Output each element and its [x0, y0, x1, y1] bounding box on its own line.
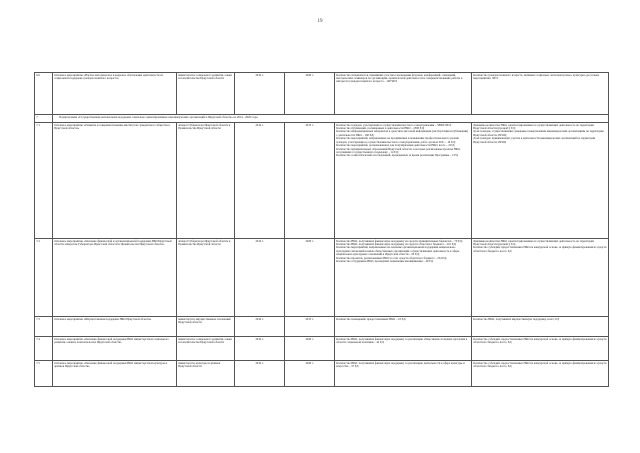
indicator-cell-line: Количество НКО, получивших финансовую поддержку за реализацию общественно полезных программ в области социальной политики – 42 ЕД [336, 336, 468, 345]
indicator-cell-line: Количество помещений, предоставленных НКО – 10 ЕД [336, 316, 406, 321]
executor-cell: министерство культуры и архивов Иркутской области [177, 361, 235, 387]
start-year-cell: 2014 г. [235, 361, 285, 387]
start-year-cell: 2014 г. [235, 123, 285, 239]
activity-cell: Основное мероприятие «Оказание финансовой поддержки НКО министерством социального развития, опеки и попечительства Иркутской области» [53, 337, 177, 361]
indicator-cell-line: Количество НКО, получивших финансовую поддержку из средств муниципальных бюджетов – 70 ЕД; [336, 238, 463, 243]
table-row [35, 317, 609, 337]
program-table [34, 72, 609, 387]
start-year-cell: 2014 г. [235, 73, 285, 115]
end-year-cell: 2020 г. [285, 73, 335, 115]
executor-cell: аппарат Губернатора Иркутской области и Правительства Иркутской области [177, 123, 235, 239]
result-cell-line: Доля граждан, осуществляющих денежные пожертвования некоммерческим организациям на территории Иркутской области, ПРОЦ; [473, 129, 604, 137]
start-year-cell: 2014 г. [235, 239, 285, 317]
indicator-cell [335, 337, 472, 361]
end-year-cell: 2015 г. [285, 123, 335, 239]
indicator-cell-line: Количество специалистов, принявших участие в проведении форумов, конференций, совещаний, методических семинаров по организации, практической деятельности и совершенствованию работы в интересах граждан пожилого возраста – 100 ЧЕЛ [336, 72, 463, 84]
row-number: 7.2 [35, 239, 53, 317]
table-row [35, 361, 609, 387]
result-cell-line: Динамика количества НКО, зарегистрированных и осуществляющих деятельность на территории Иркутской области (процент); ЕД; [473, 238, 594, 247]
end-year-cell: 2020 г. [285, 337, 335, 361]
result-cell-line: Количество НКО, получивших имущественную поддержку, всего, ЕД [473, 316, 560, 321]
row-number: 7.4 [35, 337, 53, 361]
result-cell-line: Количество субсидий, предоставленных НКО на конкурсной основе, за прямую финансирования из средств областного бюджета, всего, ЕД [473, 245, 607, 253]
result-cell [472, 123, 609, 239]
result-cell [472, 337, 609, 361]
indicator-cell [335, 317, 472, 337]
result-cell [472, 73, 609, 115]
result-cell [472, 361, 609, 387]
indicator-cell-line: Количество мероприятий, организованных для популяризации деятельности НКО, всего – 4 ЕД; [336, 143, 455, 148]
executor-cell: аппарат Губернатора Иркутской области и Правительства Иркутской области [177, 239, 235, 317]
indicator-cell-line: Количество публикаций, посвященных в деятельности НКО – 2500 ЕД; [336, 126, 425, 131]
start-year-cell: 2014 г. [235, 337, 285, 361]
indicator-cell-line: Количество НКО, получивших финансовую поддержку за реализацию деятельности в сфере культуры и искусства – 37 ЕД [336, 360, 465, 369]
indicator-cell [335, 123, 472, 239]
section-title: Подпрограмма «Государственная региональная поддержка социально ориентированных некоммерческих организаций в Иркутской области» на 2014 - 2020 годы [53, 115, 609, 123]
row-number: 6.6 [35, 73, 53, 115]
executor-cell: министерство социального развития, опеки и попечительства Иркутской области [177, 73, 235, 115]
start-year-cell: 2014 г. [235, 317, 285, 337]
executor-cell: министерство имущественных отношений Иркутской области [177, 317, 235, 337]
row-number: 7.5 [35, 361, 53, 387]
end-year-cell: 2020 г. [285, 361, 335, 387]
section-row [35, 115, 609, 123]
result-cell [472, 239, 609, 317]
indicator-cell-line: Количество сотрудников НКО, прошедших повышение квалификации – 40 ЕД [336, 259, 433, 264]
table-row [35, 73, 609, 115]
result-cell-line: Количество граждан пожилого возраста, активных социально, интеллектуально, культурно-досуговые мероприятиях, ЧЕЛ [473, 72, 600, 81]
indicator-cell-line: Количество мероприятий, направленных на оказание организационной поддержки национально-культурных автономий и иных общественных организаций, осуществляющих деятельность в сфере национально-культурных отношений в Иркутской области – 20 ЕД; [336, 245, 460, 257]
table-row [35, 239, 609, 317]
activity-cell: Основное мероприятие «Развитие и совершенствование институтов гражданского общества в Иркутской области» [53, 123, 177, 239]
indicator-cell-line: Количество мероприятий, направленных на продвижение и повышение профессионального уровня граждан, участвующих в осуществлении местного самоуправления, работ органов ТОС – 16 ЕД; [336, 136, 459, 144]
row-number: 7 [35, 115, 53, 123]
indicator-cell [335, 239, 472, 317]
indicator-cell-line: Количество НКО, получивших финансовую поддержку из средств областного бюджета – 210 ЕД; [336, 242, 457, 247]
activity-cell: Основное мероприятие «Оказание финансовой и организационной поддержки НКО Иркутской области аппаратом Губернатора Иркутской области и Правительства Иркутской области» [53, 239, 177, 317]
row-number: 7.1 [35, 123, 53, 239]
table-row [35, 337, 609, 361]
result-cell-line: Доля граждан, принимающих участие в деятельности некоммерческих организаций на территории Иркутской области, ПРОЦ [473, 136, 596, 144]
end-year-cell: 2015 г. [285, 317, 335, 337]
page-number: 19 [317, 19, 323, 24]
indicator-cell [335, 73, 472, 115]
executor-cell: министерство социального развития, опеки и попечительства Иркутской области [177, 337, 235, 361]
result-cell-line: Динамика количества НКО, зарегистрированных и осуществляющих деятельность на территории Иркутской области (процент); ЕД; [473, 122, 594, 131]
indicator-cell-line: Количество проектов, реализованных НКО за счет средств областного бюджета – 234 ЕД; [336, 255, 447, 260]
result-cell [472, 317, 609, 337]
row-number: 7.3 [35, 317, 53, 337]
indicator-cell [335, 361, 472, 387]
activity-cell: Основное мероприятие «Научно-методическое и кадровое обеспечение деятельности по социальной поддержке граждан пожилого возраста» [53, 73, 177, 115]
activity-cell: Основное мероприятие «Оказание финансовой поддержки НКО министерством культуры и архивов Иркутской области» [53, 361, 177, 387]
result-cell-line: Количество субсидий, предоставленных НКО на конкурсной основе, за прямую финансирования из средств областного бюджета, всего, ЕД [473, 336, 607, 345]
result-cell-line: Количество субсидий, предоставленных НКО на конкурсной основе, за прямую финансирования из средств областного бюджета, всего, ЕД [473, 360, 607, 369]
end-year-cell: 2020 г. [285, 239, 335, 317]
activity-cell: Основное мероприятие «Имущественная поддержка НКО Иркутской области» [53, 317, 177, 337]
indicator-cell-line: Количество информационных материалов в средствах массовой информации (эксплуатация и публикации) о деятельности НКО – 160 ЕД; [336, 129, 469, 137]
indicator-cell-line: Количество муниципальных образований Иркутской области, в которых реализованы проекты НКО, получивших государственную поддержку – 14 ЕД; [336, 146, 461, 154]
indicator-cell-line: Количество социологических исследований, проведенных за время реализации Программы – 2 ЕД [336, 153, 458, 158]
indicator-cell-line: Количество граждан, участвующих в осуществлении местного самоуправления – 58000 ЧЕЛ; [336, 122, 452, 127]
table-row [35, 123, 609, 239]
